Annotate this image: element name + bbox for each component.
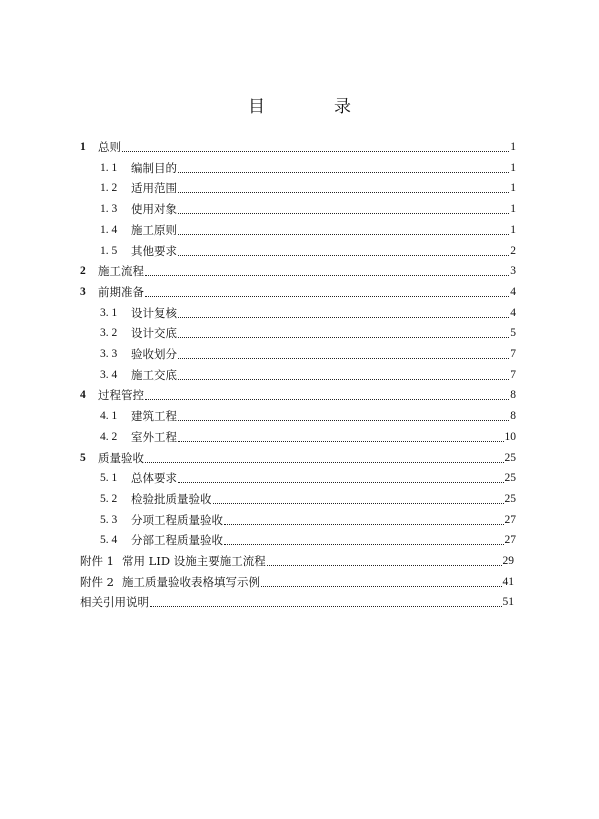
dot-leader — [178, 317, 509, 318]
toc-entry-number: 1. 2 — [100, 182, 118, 195]
toc-entry-page: 25 — [504, 451, 516, 464]
dot-leader — [178, 213, 509, 214]
dot-leader — [178, 337, 509, 338]
dot-leader — [178, 234, 509, 235]
toc-entry-number: 3. 1 — [100, 306, 118, 319]
toc-entry-page: 1 — [510, 223, 516, 236]
toc-entry-page: 10 — [504, 430, 516, 443]
toc-entry[interactable] — [100, 323, 516, 343]
dot-leader — [224, 524, 504, 525]
toc-entry-label: 施工原则 — [131, 222, 177, 237]
toc-entry-label: 设计复核 — [131, 305, 177, 320]
toc-entry-label: 质量验收 — [98, 450, 144, 465]
toc-entry-label: 使用对象 — [131, 202, 177, 217]
dot-leader — [145, 462, 504, 463]
dot-leader — [145, 296, 509, 297]
toc-entry-page: 27 — [504, 513, 516, 526]
toc-entry-label: 其他要求 — [131, 243, 177, 258]
toc-entry-number: 1 — [80, 141, 86, 153]
dot-leader — [150, 606, 502, 607]
toc-entry-label: 建筑工程 — [131, 409, 177, 424]
toc-entry[interactable] — [100, 365, 516, 385]
toc-entry-number: 1. 4 — [100, 223, 118, 236]
toc-entry-page: 27 — [504, 534, 516, 547]
toc-entry-number: 3. 2 — [100, 327, 118, 340]
toc-entry-page: 4 — [510, 285, 516, 298]
toc-entry-page: 8 — [510, 389, 516, 402]
toc-entry-number: 3. 3 — [100, 348, 118, 360]
toc-entry[interactable] — [100, 220, 516, 240]
toc-entry[interactable] — [100, 199, 516, 219]
toc-entry-number: 4. 2 — [100, 430, 118, 443]
toc-entry-number: 2 — [80, 265, 86, 278]
toc-entry[interactable] — [80, 448, 516, 468]
toc-entry-number: 5. 4 — [100, 534, 118, 547]
toc-entry[interactable] — [80, 572, 514, 592]
dot-leader — [178, 379, 509, 380]
toc-entry-page: 1 — [510, 161, 516, 174]
toc-entry-page: 2 — [510, 244, 516, 257]
toc-entry-number: 3 — [80, 285, 86, 298]
toc-entry[interactable] — [100, 489, 516, 509]
toc-entry-number: 1. 1 — [100, 161, 118, 174]
toc-entry[interactable] — [100, 427, 516, 447]
toc-entry-page: 25 — [504, 492, 516, 505]
toc-entry[interactable] — [100, 178, 516, 198]
dot-leader — [178, 192, 509, 193]
toc-entry-label: 前期准备 — [98, 284, 144, 299]
dot-leader — [213, 503, 504, 504]
toc-entry[interactable] — [100, 530, 516, 550]
toc-entry-label: 分项工程质量验收 — [131, 512, 223, 527]
toc-entry-label: 常用 LID 设施主要施工流程 — [121, 554, 266, 568]
toc-entry-number: 附件 1 — [80, 554, 114, 568]
toc-entry[interactable] — [100, 468, 516, 488]
toc-entry-page: 4 — [510, 306, 516, 319]
dot-leader — [122, 151, 509, 152]
toc-entry-label: 总则 — [98, 140, 121, 154]
toc-entry-label: 相关引用说明 — [80, 595, 149, 610]
toc-entry[interactable] — [100, 344, 516, 364]
toc-entry-page: 51 — [502, 596, 514, 609]
toc-entry-number: 5. 1 — [100, 472, 118, 485]
toc-entry[interactable] — [80, 385, 516, 405]
toc-entry-page: 25 — [504, 472, 516, 485]
toc-entry-label: 施工流程 — [98, 264, 144, 279]
toc-entry[interactable] — [100, 406, 516, 426]
toc-entry-page: 5 — [510, 327, 516, 340]
dot-leader — [178, 172, 509, 173]
dot-leader — [178, 441, 504, 442]
toc-entry-page: 7 — [510, 368, 516, 381]
dot-leader — [267, 565, 502, 566]
toc-entry-label: 室外工程 — [131, 429, 177, 444]
toc-entry[interactable] — [100, 241, 516, 261]
toc-entry-label: 验收划分 — [131, 347, 177, 361]
toc-entry-label: 施工质量验收表格填写示例 — [121, 574, 260, 589]
toc-entry-page: 8 — [510, 410, 516, 423]
dot-leader — [224, 544, 504, 545]
toc-entry-number: 4 — [80, 389, 86, 402]
toc-entry[interactable] — [80, 261, 516, 281]
dot-leader — [178, 420, 509, 421]
toc-entry-label: 设计交底 — [131, 326, 177, 341]
toc-entry-label: 检验批质量验收 — [131, 491, 212, 506]
dot-leader — [145, 399, 509, 400]
dot-leader — [261, 586, 502, 587]
toc-entry-number: 附件 2 — [80, 574, 114, 589]
toc-entry-label: 分部工程质量验收 — [131, 533, 223, 548]
toc-entry-label: 总体要求 — [131, 471, 177, 486]
toc-entry[interactable] — [80, 282, 516, 302]
toc-entry-number: 1. 5 — [100, 244, 118, 257]
toc-entry[interactable] — [80, 137, 516, 157]
page-title: 目 录 — [248, 97, 377, 117]
toc-entry-page: 29 — [502, 555, 514, 567]
dot-leader — [178, 482, 504, 483]
toc-entry-number: 1. 3 — [100, 203, 118, 216]
toc-entry-number: 4. 1 — [100, 410, 118, 423]
toc-entry[interactable] — [80, 551, 514, 571]
dot-leader — [178, 358, 509, 359]
toc-entry-label: 适用范围 — [131, 181, 177, 196]
toc-entry-page: 1 — [510, 141, 516, 153]
toc-entry-page: 41 — [502, 575, 514, 588]
toc-entry[interactable] — [100, 303, 516, 323]
toc-entry-page: 3 — [510, 265, 516, 278]
toc-entry[interactable] — [80, 592, 514, 612]
dot-leader — [178, 255, 509, 256]
toc-entry-label: 过程管控 — [98, 388, 144, 403]
toc-entry-number: 5 — [80, 451, 86, 464]
toc-entry-number: 3. 4 — [100, 368, 118, 381]
toc-entry[interactable] — [100, 158, 516, 178]
toc-entry-number: 5. 2 — [100, 492, 118, 505]
toc-entry-page: 1 — [510, 182, 516, 195]
toc-entry-page: 7 — [510, 348, 516, 360]
toc-entry-page: 1 — [510, 203, 516, 216]
toc-entry[interactable] — [100, 510, 516, 530]
toc-entry-label: 施工交底 — [131, 367, 177, 382]
toc-entry-number: 5. 3 — [100, 513, 118, 526]
toc-entry-label: 编制目的 — [131, 160, 177, 175]
dot-leader — [145, 275, 509, 276]
